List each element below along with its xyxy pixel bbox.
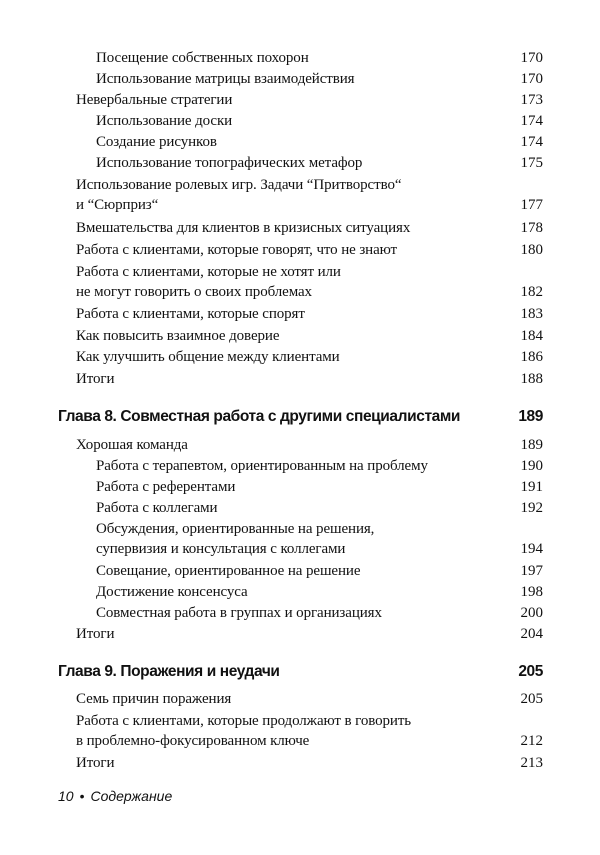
toc-entry-title: Невербальные стратегии <box>76 92 233 108</box>
toc-page-number: 178 <box>520 220 543 236</box>
toc-entry-title: Работа с клиентами, которые спорят <box>76 306 305 322</box>
toc-entry-title: Итоги <box>76 371 115 387</box>
toc-entry-title: Работа с клиентами, которые продолжают в говорить <box>76 713 412 729</box>
toc-page-number: 173 <box>520 92 543 108</box>
toc-entry-title: Работа с референтами <box>96 479 236 495</box>
toc-entry-title: Семь причин поражения <box>76 691 232 707</box>
toc-entry-title: Совместная работа в группах и организациях <box>96 605 382 621</box>
toc-entry-title: Глава 8. Совместная работа с другими специалистами <box>58 408 461 425</box>
toc-entry-title: не могут говорить о своих проблемах <box>76 284 312 300</box>
toc-entry-title: Работа с коллегами <box>96 500 218 516</box>
toc-page-number: 192 <box>520 500 543 516</box>
toc-page-number: 212 <box>520 733 543 749</box>
toc-page-number: 170 <box>520 71 543 87</box>
toc-page-number: 190 <box>520 458 543 474</box>
toc-page-number: 194 <box>520 541 543 557</box>
toc-page-number: 188 <box>520 371 543 387</box>
toc-page-number: 180 <box>520 242 543 258</box>
toc-entry-title: Создание рисунков <box>96 134 217 150</box>
toc-page-number: 189 <box>520 437 543 453</box>
toc-page-number: 200 <box>520 605 543 621</box>
toc-page-number: 177 <box>520 197 543 213</box>
toc-entry-title: Обсуждения, ориентированные на решения, <box>96 521 375 537</box>
toc-page-number: 205 <box>518 663 543 680</box>
toc-page-number: 175 <box>520 155 543 171</box>
toc-entry-title: и “Сюрприз“ <box>76 197 159 213</box>
toc-page-number: 197 <box>520 563 543 579</box>
toc-page-number: 189 <box>518 408 543 425</box>
toc-page-number: 191 <box>520 479 543 495</box>
toc-page-number: 170 <box>520 50 543 66</box>
toc-entry-title: Достижение консенсуса <box>96 584 248 600</box>
toc-page-number: 186 <box>520 349 543 365</box>
toc-page-number: 174 <box>520 134 543 150</box>
toc-page-number: 205 <box>520 691 543 707</box>
toc-page-number: 183 <box>520 306 543 322</box>
toc-entry-title: Вмешательства для клиентов в кризисных ситуациях <box>76 220 411 236</box>
toc-entry-title: супервизия и консультация с коллегами <box>96 541 346 557</box>
toc-entry-title: Итоги <box>76 755 115 771</box>
toc-entry-title: Хорошая команда <box>76 437 188 453</box>
toc-entry-title: Работа с терапевтом, ориентированным на проблему <box>96 458 428 474</box>
toc-page-number: 198 <box>520 584 543 600</box>
toc-page-number: 204 <box>520 626 543 642</box>
page-footer <box>58 787 172 805</box>
toc-entry-title: Посещение собственных похорон <box>96 50 309 66</box>
toc-page-number: 213 <box>520 755 543 771</box>
toc-entry-title: Как улучшить общение между клиентами <box>76 349 340 365</box>
toc-entry-title: Как повысить взаимное доверие <box>76 328 280 344</box>
toc-page-number: 174 <box>520 113 543 129</box>
toc-entry-title: Работа с клиентами, которые не хотят или <box>76 264 341 280</box>
toc-entry-title: Использование доски <box>96 113 233 129</box>
toc-entry-title: Использование топографических метафор <box>96 155 363 171</box>
footer-bullet: • <box>79 788 85 804</box>
toc-entry-title: Итоги <box>76 626 115 642</box>
toc-page-number: 182 <box>520 284 543 300</box>
toc-entry-title: Совещание, ориентированное на решение <box>96 563 361 579</box>
toc-entry-title: в проблемно-фокусированном ключе <box>76 733 310 749</box>
toc-entry-title: Глава 9. Поражения и неудачи <box>58 663 280 680</box>
toc-entry-title: Использование матрицы взаимодействия <box>96 71 355 87</box>
toc-entry-title: Использование ролевых игр. Задачи “Притворство“ <box>76 177 402 193</box>
toc-page-number: 184 <box>520 328 543 344</box>
footer-section-title: Содержание <box>90 788 173 804</box>
footer-page-number: 10 <box>58 788 74 804</box>
toc-entry-title: Работа с клиентами, которые говорят, что не знают <box>76 242 398 258</box>
